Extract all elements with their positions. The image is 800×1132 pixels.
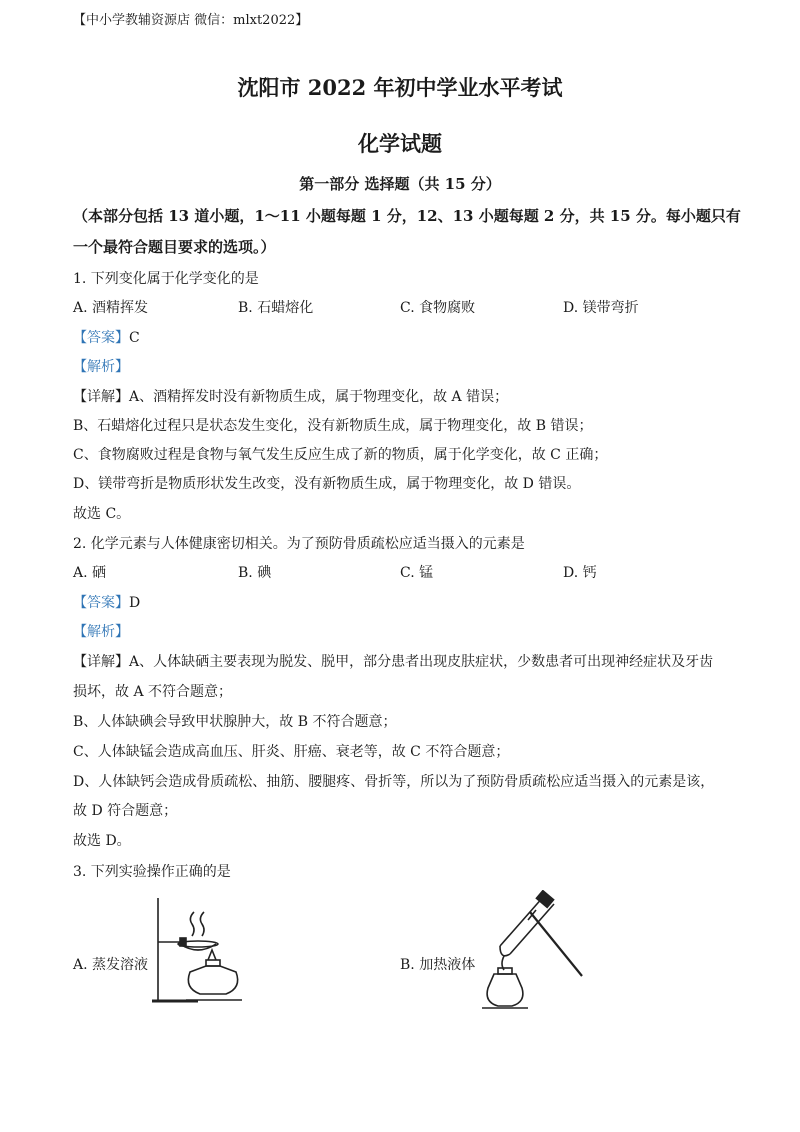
q1-detail-3: C、食物腐败过程是食物与氧气发生反应生成了新的物质，属于化学变化，故 C 正确； bbox=[73, 447, 608, 463]
q3-stem: 3. 下列实验操作正确的是 bbox=[73, 864, 231, 880]
q3-option-b: B. 加热液体 bbox=[400, 957, 476, 973]
instructions-line-2: 一个最符合题目要求的选项。） bbox=[73, 238, 276, 256]
detail-tag: 【详解】 bbox=[73, 654, 129, 670]
q1-conclusion: 故选 C。 bbox=[73, 506, 131, 522]
detail-text: A、人体缺硒主要表现为脱发、脱甲，部分患者出现皮肤症状，少数患者可出现神经症状及牙齿 bbox=[129, 654, 714, 670]
q2-analysis-tag: 【解析】 bbox=[73, 624, 129, 640]
answer-value: C bbox=[129, 330, 140, 346]
q1-answer bbox=[73, 327, 140, 347]
q2-detail-4: C、人体缺锰会造成高血压、肝炎、肝癌、衰老等，故 C 不符合题意； bbox=[73, 744, 510, 760]
evaporation-apparatus-figure bbox=[150, 888, 250, 1008]
detail-tag: 【详解】 bbox=[73, 389, 129, 405]
instructions-line-1: （本部分包括 13 道小题，1～11 小题每题 1 分，12、13 小题每题 2 分，共 15 分。每小题只有 bbox=[73, 207, 741, 225]
detail-text: A、酒精挥发时没有新物质生成，属于物理变化，故 A 错误； bbox=[129, 389, 509, 405]
q2-detail-6: 故 D 符合题意； bbox=[73, 803, 178, 819]
q3-option-a: A. 蒸发溶液 bbox=[73, 957, 149, 973]
q1-stem: 1. 下列变化属于化学变化的是 bbox=[73, 271, 259, 287]
q2-answer bbox=[73, 592, 140, 612]
q2-option-b: B. 碘 bbox=[238, 565, 272, 581]
q2-option-c: C. 锰 bbox=[400, 565, 434, 581]
answer-tag: 【答案】 bbox=[73, 330, 129, 346]
q1-option-a: A. 酒精挥发 bbox=[73, 300, 149, 316]
q1-detail-4: D、镁带弯折是物质形状发生改变，没有新物质生成，属于物理变化，故 D 错误。 bbox=[73, 476, 581, 492]
q2-option-a: A. 硒 bbox=[73, 565, 107, 581]
q2-stem: 2. 化学元素与人体健康密切相关。为了预防骨质疏松应适当摄入的元素是 bbox=[73, 536, 525, 552]
q1-option-b: B. 石蜡熔化 bbox=[238, 300, 314, 316]
exam-subtitle: 化学试题 bbox=[358, 131, 442, 156]
answer-tag: 【答案】 bbox=[73, 595, 129, 611]
q1-option-d: D. 镁带弯折 bbox=[563, 300, 639, 316]
section-heading: 第一部分 选择题（共 15 分） bbox=[299, 175, 501, 193]
page-header: 【中小学教辅资源店 微信：mlxt2022】 bbox=[73, 13, 309, 28]
q1-option-c: C. 食物腐败 bbox=[400, 300, 476, 316]
exam-title: 沈阳市 2022 年初中学业水平考试 bbox=[237, 75, 563, 100]
q1-detail-2: B、石蜡熔化过程只是状态发生变化，没有新物质生成，属于物理变化，故 B 错误； bbox=[73, 418, 593, 434]
q2-detail-2: 损坏，故 A 不符合题意； bbox=[73, 684, 233, 700]
q2-detail-3: B、人体缺碘会导致甲状腺肿大，故 B 不符合题意； bbox=[73, 714, 397, 730]
q2-conclusion: 故选 D。 bbox=[73, 833, 131, 849]
q2-detail-5: D、人体缺钙会造成骨质疏松、抽筋、腰腿疼、骨折等，所以为了预防骨质疏松应适当摄入的元素是该， bbox=[73, 774, 715, 790]
q2-detail-1 bbox=[73, 651, 713, 671]
q2-option-d: D. 钙 bbox=[563, 565, 597, 581]
answer-value: D bbox=[129, 595, 141, 611]
heating-liquid-figure bbox=[470, 890, 600, 1015]
q1-analysis-tag: 【解析】 bbox=[73, 359, 129, 375]
q1-detail-1 bbox=[73, 386, 508, 406]
